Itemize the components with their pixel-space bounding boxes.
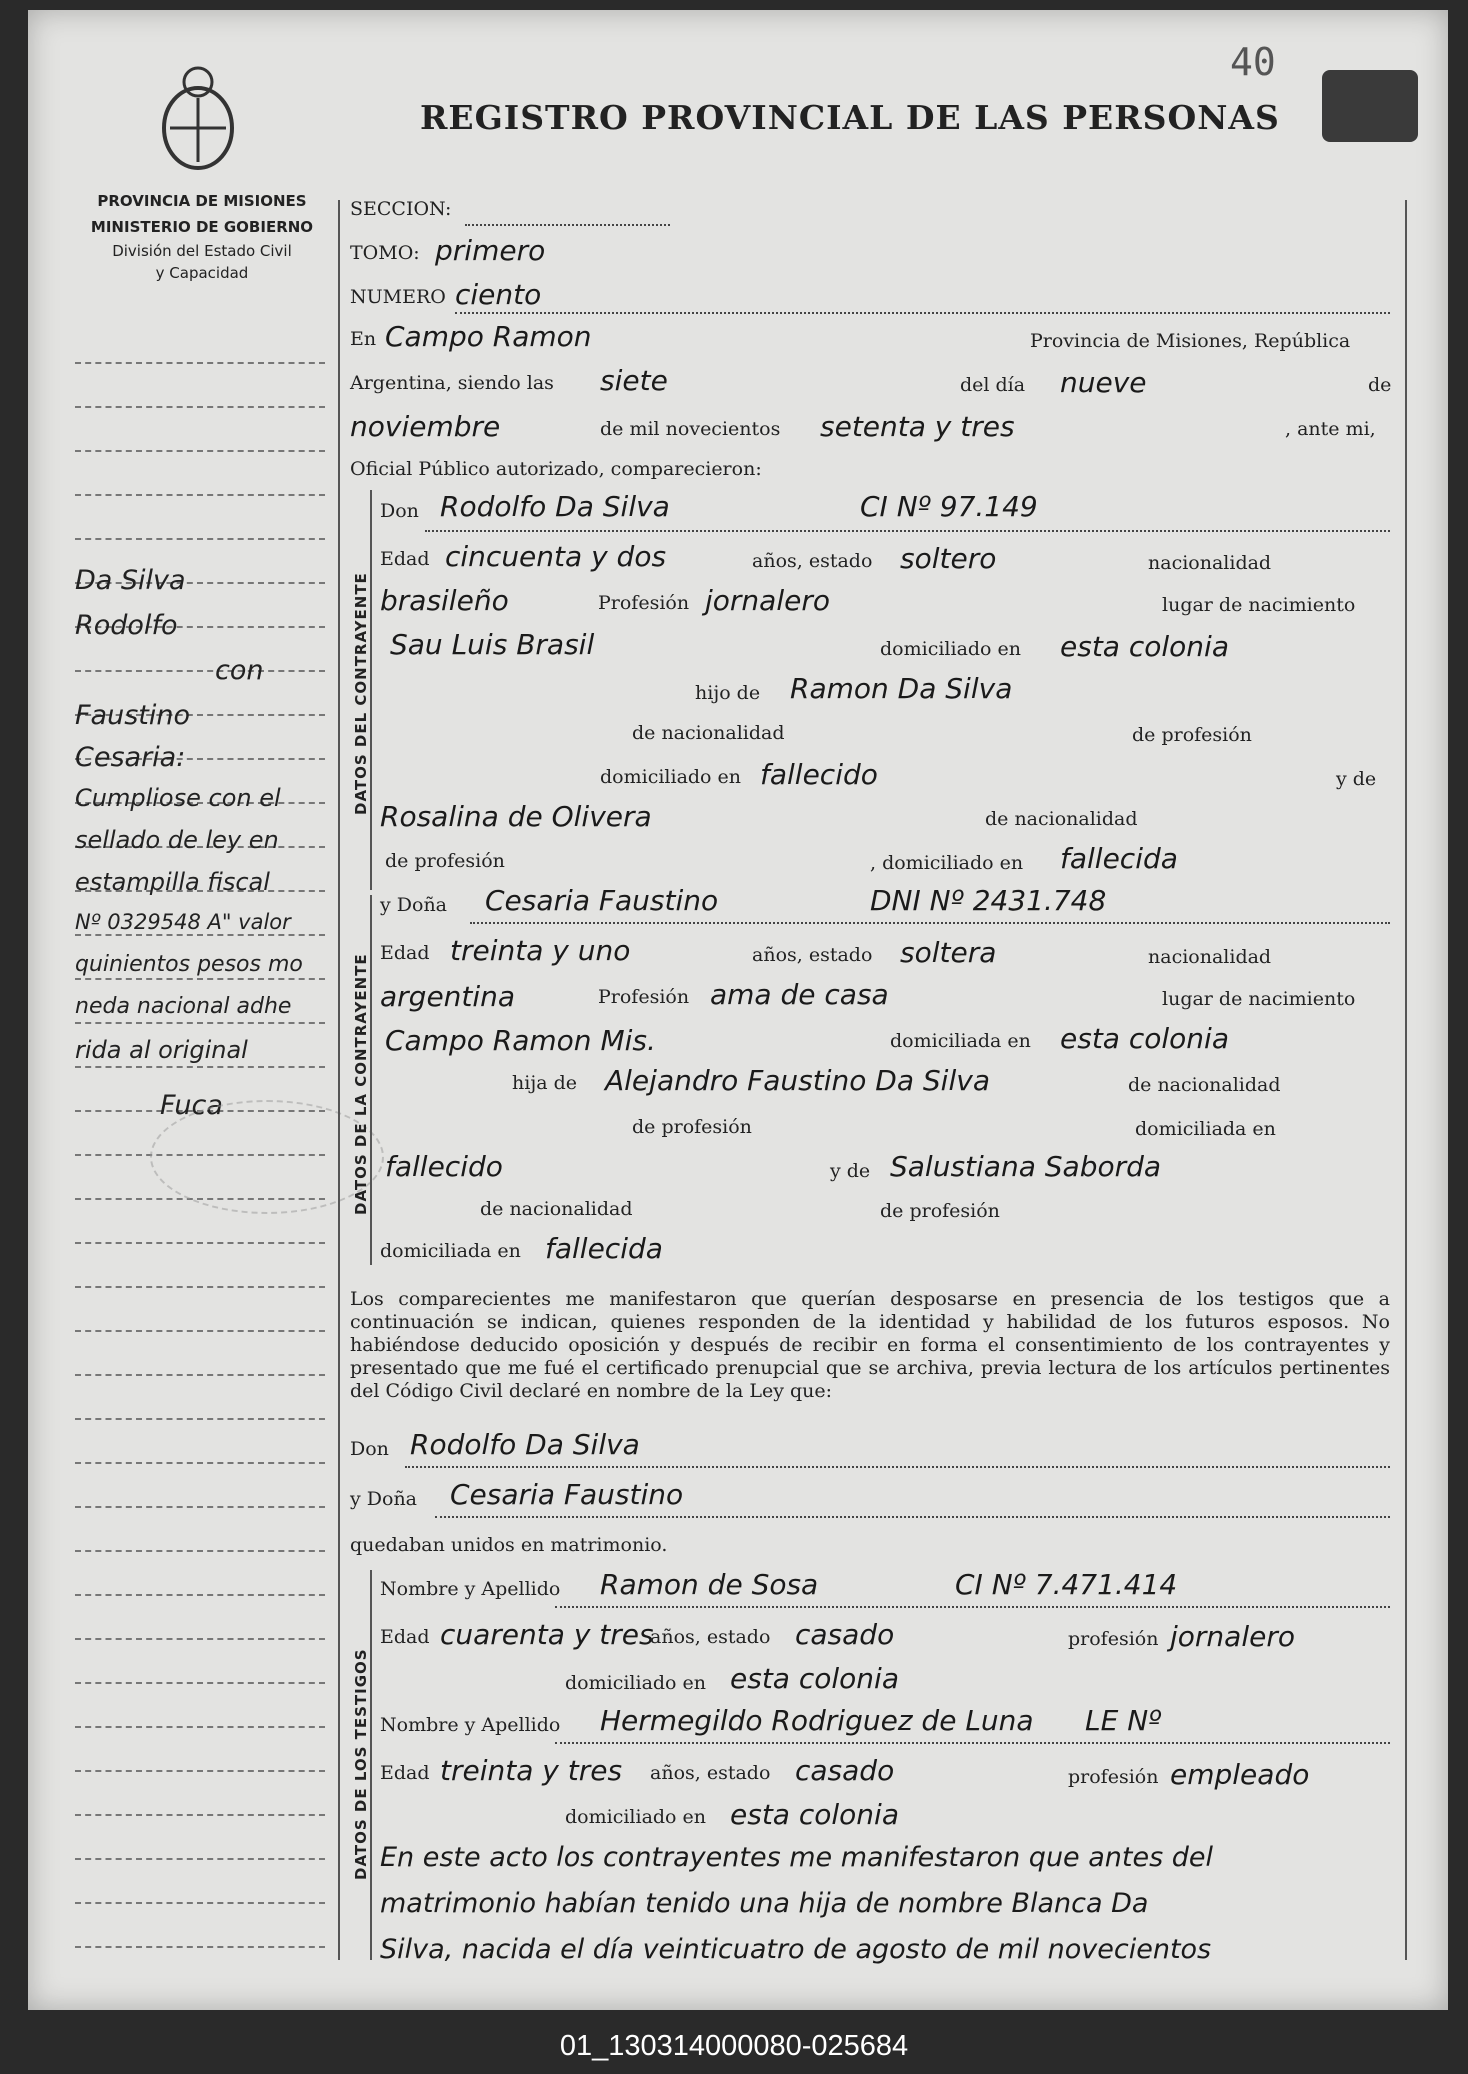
margin-note-line: sellado de ley en [75, 826, 279, 854]
decl-dona-label: y Doña [350, 1488, 418, 1510]
margin-note-line: quinientos pesos mo [75, 952, 303, 977]
mes-value: noviembre [350, 410, 501, 443]
madre-domiciliado-label: , domiciliado en [870, 852, 1024, 874]
en-label: En [350, 328, 377, 350]
margin-note-line: estampilla fiscal [75, 868, 270, 896]
decl-line [405, 1466, 1390, 1468]
closing-note-line: En este acto los contrayentes me manifestaron que antes del [380, 1842, 1214, 1873]
seccion-line [465, 224, 670, 226]
decl-groom: Rodolfo Da Silva [410, 1428, 640, 1461]
witness2-status: casado [795, 1754, 895, 1787]
bride-birthplace: Campo Ramon Mis. [385, 1024, 656, 1057]
don-label: Don [380, 500, 419, 522]
oficial-text: Oficial Público autorizado, comparecieron: [350, 458, 762, 480]
lugar-nac-label: lugar de nacimiento [1162, 594, 1356, 616]
file-identifier: 01_130314000080-025684 [559, 2030, 909, 2062]
edad-label: Edad [380, 942, 430, 964]
nacionalidad-label: nacionalidad [1148, 946, 1272, 968]
margin-note-line: rida al original [75, 1036, 248, 1064]
witness2-profession: empleado [1170, 1758, 1310, 1791]
de-text: de [1368, 374, 1392, 396]
office-line: y Capacidad [155, 264, 249, 282]
provincia-text: Provincia de Misiones, República [1030, 330, 1351, 352]
tomo-value: primero [435, 234, 546, 267]
hora-value: siete [600, 364, 668, 397]
margin-note-line: Cumpliose con el [75, 784, 281, 812]
madre-profesion-label: de profesión [880, 1200, 1000, 1222]
closing-note-line: matrimonio habían tenido una hija de nombre Blanca Da [380, 1888, 1149, 1919]
margin-note-line: Rodolfo [75, 610, 178, 641]
official-stamp [150, 1100, 384, 1214]
margin-note-line: neda nacional adhe [75, 994, 292, 1019]
dona-label: y Doña [380, 894, 448, 916]
bride-mother: Salustiana Saborda [890, 1150, 1162, 1183]
margin-note-line: Nº 0329548 A" valor [75, 910, 291, 934]
domiciliado-label: domiciliado en [880, 638, 1022, 660]
domiciliada-label: domiciliada en [890, 1030, 1031, 1052]
groom-document: CI Nº 97.149 [860, 490, 1038, 523]
groom-father: Ramon Da Silva [790, 672, 1013, 705]
en-value: Campo Ramon [385, 320, 592, 353]
bride-profession: ama de casa [710, 978, 889, 1011]
unidos-text: quedaban unidos en matrimonio. [350, 1534, 668, 1556]
edad-label: Edad [380, 1762, 430, 1784]
del-dia-text: del día [960, 374, 1026, 396]
bride-nationality: argentina [380, 980, 516, 1013]
closing-note-line: Silva, nacida el día veinticuatro de agosto de mil novecientos [380, 1934, 1212, 1965]
witness1-document: CI Nº 7.471.414 [955, 1568, 1178, 1601]
numero-line [455, 312, 1390, 314]
witness1-name: Ramon de Sosa [600, 1568, 819, 1601]
witness-line [555, 1606, 1390, 1608]
decl-bride: Cesaria Faustino [450, 1478, 684, 1511]
groom-status: soltero [900, 542, 997, 575]
de-nacionalidad-label: de nacionalidad [1128, 1074, 1281, 1096]
margin-note-line: Da Silva [75, 565, 186, 596]
nacionalidad-label: nacionalidad [1148, 552, 1272, 574]
profesion-label: Profesión [598, 986, 690, 1008]
witness2-address: esta colonia [730, 1798, 899, 1831]
tab-marker [1322, 70, 1418, 142]
domiciliado-en-label: domiciliado en [600, 766, 742, 788]
office-line: División del Estado Civil [112, 242, 292, 260]
seccion-label: SECCION: [350, 198, 452, 220]
groom-birthplace: Sau Luis Brasil [390, 628, 595, 661]
margin-note-line: con [215, 655, 264, 686]
margin-note-line: Cesaria: [75, 742, 186, 773]
estado-label: años, estado [650, 1762, 771, 1784]
estado-label: años, estado [752, 550, 873, 572]
bride-document: DNI Nº 2431.748 [870, 884, 1107, 917]
witness2-age: treinta y tres [440, 1754, 623, 1787]
madre-profesion-label: de profesión [385, 850, 505, 872]
right-border [1405, 200, 1407, 1960]
madre-domiciliada-label: domiciliada en [380, 1240, 521, 1262]
de-profesion-label: de profesión [632, 1116, 752, 1138]
estado-label: años, estado [650, 1626, 771, 1648]
section-bracket [370, 1570, 372, 1960]
groom-father-address: fallecido [760, 758, 878, 791]
groom-mother-address: fallecida [1060, 842, 1178, 875]
profesion-label: Profesión [598, 592, 690, 614]
domiciliado-label: domiciliado en [565, 1806, 707, 1828]
profesion-label: profesión [1068, 1628, 1159, 1650]
section-label-witnesses: DATOS DE LOS TESTIGOS [352, 1648, 370, 1880]
witness1-address: esta colonia [730, 1662, 899, 1695]
bride-age: treinta y uno [450, 934, 631, 967]
madre-nacionalidad-label: de nacionalidad [985, 808, 1138, 830]
bride-father-address: fallecido [385, 1150, 503, 1183]
bride-mother-address: fallecida [545, 1232, 663, 1265]
nombre-label: Nombre y Apellido [380, 1714, 561, 1736]
groom-age: cincuenta y dos [445, 540, 667, 573]
bride-father: Alejandro Faustino Da Silva [605, 1064, 990, 1097]
decl-don-label: Don [350, 1438, 389, 1460]
groom-name: Rodolfo Da Silva [440, 490, 670, 523]
hija-label: hija de [512, 1072, 577, 1094]
witness1-status: casado [795, 1618, 895, 1651]
column-divider [338, 200, 340, 1960]
groom-nationality: brasileño [380, 584, 509, 617]
de-mil-text: de mil novecientos [600, 418, 781, 440]
tomo-label: TOMO: [350, 242, 420, 264]
de-profesion-label: de profesión [1132, 724, 1252, 746]
witness2-document: LE Nº [1085, 1704, 1162, 1737]
profesion-label: profesión [1068, 1766, 1159, 1788]
groom-address: esta colonia [1060, 630, 1229, 663]
witness1-age: cuarenta y tres [440, 1618, 654, 1651]
domiciliado-label: domiciliado en [565, 1672, 707, 1694]
bride-name: Cesaria Faustino [485, 884, 719, 917]
anio-value: setenta y tres [820, 410, 1015, 443]
estado-label: años, estado [752, 944, 873, 966]
section-bracket [370, 490, 372, 890]
bride-name-line [470, 922, 1390, 924]
numero-value: ciento [455, 278, 542, 311]
edad-label: Edad [380, 1626, 430, 1648]
office-line: PROVINCIA DE MISIONES [97, 192, 307, 210]
section-bracket [370, 895, 372, 1265]
margin-note-line: Faustino [75, 700, 190, 731]
witness2-name: Hermegildo Rodriguez de Luna [600, 1704, 1034, 1737]
issuing-office [62, 188, 342, 284]
page-number: 40 [1230, 40, 1276, 84]
y-de-label: y de [830, 1160, 871, 1182]
margin-signature: Fuca [160, 1090, 223, 1121]
bride-address: esta colonia [1060, 1022, 1229, 1055]
coat-of-arms-icon [150, 58, 246, 178]
witness1-profession: jornalero [1170, 1620, 1295, 1653]
edad-label: Edad [380, 548, 430, 570]
domiciliada-en-label: domiciliada en [1135, 1118, 1276, 1140]
page-title: REGISTRO PROVINCIAL DE LAS PERSONAS [420, 98, 1280, 137]
section-label-groom: DATOS DEL CONTRAYENTE [352, 572, 370, 815]
de-nacionalidad-label: de nacionalidad [632, 722, 785, 744]
witness-line [555, 1742, 1390, 1744]
ante-mi-text: , ante mi, [1285, 418, 1376, 440]
groom-name-line [425, 530, 1390, 532]
lugar-nac-label: lugar de nacimiento [1162, 988, 1356, 1010]
hijo-label: hijo de [695, 682, 761, 704]
groom-mother: Rosalina de Olivera [380, 800, 652, 833]
decl-line [435, 1516, 1390, 1518]
y-de-label: y de [1336, 768, 1377, 790]
section-label-bride: DATOS DE LA CONTRAYENTE [352, 953, 370, 1215]
groom-profession: jornalero [705, 584, 830, 617]
bride-status: soltera [900, 936, 997, 969]
dia-value: nueve [1060, 366, 1147, 399]
argentina-text: Argentina, siendo las [350, 372, 554, 394]
office-line: MINISTERIO DE GOBIERNO [90, 218, 314, 236]
declaration-paragraph: Los comparecientes me manifestaron que querían desposarse en presencia de los testigos que a continuación se indican, quienes responden de la identidad y habilidad de los futuros esposos. No habiéndose deducido oposición y después de recibir en forma el consentimiento de los contrayentes y presentado que me fué el certificado prenupcial que se archiva, previa lectura de los artículos pertinentes del Código Civil declaré en nombre de la Ley que: [350, 1288, 1390, 1402]
madre-nacionalidad-label: de nacionalidad [480, 1198, 633, 1220]
numero-label: NUMERO [350, 286, 446, 308]
nombre-label: Nombre y Apellido [380, 1578, 561, 1600]
